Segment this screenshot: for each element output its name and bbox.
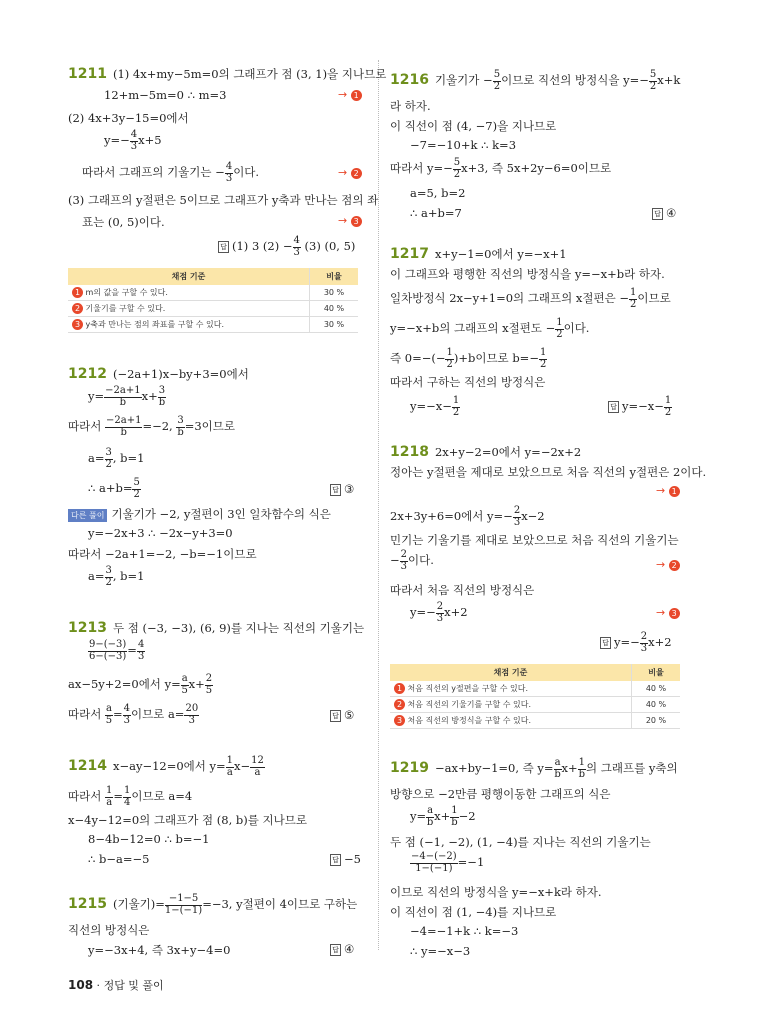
solution-line: y=−x+b의 그래프의 x절편도 − $\frac{1}{2}$ 이다.: [390, 317, 590, 340]
table-row: 1 m의 값을 구할 수 있다. 30 %: [68, 285, 358, 301]
score-marker-2: → 2: [656, 558, 680, 571]
problem-number: 1213: [68, 620, 107, 636]
solution-line: 민기는 기울기를 제대로 보았으므로 처음 직선의 기울기는: [390, 533, 679, 547]
answer-icon: 답: [330, 710, 341, 722]
grading-table-1211: 채점 기준 비율 1 m의 값을 구할 수 있다. 30 % 2 기울기를 구할 수 있다. 40 % 3 y축과 만나는 점의 좌표를 구할 수 있다. 30 %: [68, 268, 358, 333]
solution-line: 따라서 $\frac{a}{5}$ = $\frac{4}{3}$ 이므로 a= $\frac{20}{3}$: [68, 703, 199, 726]
answer: 답 (1) 3 (2) − $\frac{4}{3}$ (3) (0, 5): [218, 236, 355, 258]
solution-line: 이므로 직선의 방정식을 y=−x+k라 하자.: [390, 885, 602, 899]
score-marker-2: → 2: [338, 166, 362, 179]
solution-line: y=−2x+3 ∴ −2x−y+3=0: [88, 526, 233, 540]
solution-line: 이 직선이 점 (1, −4)를 지나므로: [390, 905, 557, 919]
solution-line: 2x+y−2=0에서 y=−2x+2: [434, 445, 582, 459]
answer-icon: 답: [218, 241, 229, 253]
solution-line: y=− $\frac{4}{3}$ x+5: [104, 129, 162, 152]
solution-line: ∴ a+b= $\frac{5}{2}$: [88, 477, 140, 500]
answer: 답 ③: [330, 482, 354, 496]
problem-number: 1211: [68, 66, 107, 82]
score-marker-1: → 1: [656, 484, 680, 497]
solution-line: y=− $\frac{2}{3}$ x+2: [410, 601, 468, 624]
solution-line: −4=−1+k ∴ k=−3: [410, 924, 519, 938]
solution-line: ∴ y=−x−3: [410, 944, 471, 958]
answer: 답 −5: [330, 852, 361, 866]
table-row: 2 기울기를 구할 수 있다. 40 %: [68, 301, 358, 317]
solution-line: y=−x− $\frac{1}{2}$: [410, 395, 460, 418]
answer: 답 ④: [330, 942, 354, 956]
solution-line: (−2a+1)x−by+3=0에서: [112, 367, 249, 381]
problem-number: 1214: [68, 758, 107, 774]
table-row: 3 처음 직선의 방정식을 구할 수 있다. 20 %: [390, 713, 680, 729]
answer: 답 ⑤: [330, 708, 354, 722]
table-row: 1 처음 직선의 y절편을 구할 수 있다. 40 %: [390, 681, 680, 697]
answer-icon: 답: [652, 208, 663, 220]
solution-line: 따라서 $\frac{-2a+1}{b}$ =−2, $\frac{3}{b}$ =3이므로: [68, 415, 235, 438]
solution-line: 방향으로 −2만큼 평행이동한 그래프의 식은: [390, 787, 611, 801]
solution-line: a= $\frac{3}{2}$ , b=1: [88, 447, 145, 470]
solution-line: x+y−1=0에서 y=−x+1: [434, 247, 567, 261]
solution-line: (2) 4x+3y−15=0에서: [68, 111, 189, 125]
solution-line: 2x+3y+6=0에서 y=− $\frac{2}{3}$ x−2: [390, 505, 545, 528]
solution-line: ax−5y+2=0에서 y= $\frac{a}{5}$ x+ $\frac{2}{5}$: [68, 673, 213, 696]
solution-line: −7=−10+k ∴ k=3: [410, 138, 517, 152]
problem-number: 1219: [390, 760, 429, 776]
solution-line: y=−3x+4, 즉 3x+y−4=0: [88, 943, 231, 957]
problem-number: 1218: [390, 444, 429, 460]
problem-number: 1216: [390, 72, 429, 88]
solution-line: 표는 (0, 5)이다.: [82, 215, 165, 229]
solution-line: − $\frac{2}{3}$ 이다.: [390, 549, 434, 572]
solution-line: a= $\frac{3}{2}$ , b=1: [88, 565, 145, 588]
solution-line: 따라서 처음 직선의 방정식은: [390, 583, 535, 597]
solution-line: 정아는 y절편을 제대로 보았으므로 처음 직선의 y절편은 2이다.: [390, 465, 707, 479]
solution-line: y= $\frac{-2a+1}{b}$ x+ $\frac{3}{b}$: [88, 385, 166, 408]
answer-icon: 답: [330, 484, 341, 496]
table-row: 2 처음 직선의 기울기를 구할 수 있다. 40 %: [390, 697, 680, 713]
solution-line: 따라서 그래프의 기울기는 − $\frac{4}{3}$ 이다.: [82, 161, 260, 184]
answer-icon: 답: [330, 944, 341, 956]
solution-line: (3) 그래프의 y절편은 5이므로 그래프가 y축과 만나는 점의 좌: [68, 193, 379, 207]
answer-icon: 답: [608, 401, 619, 413]
answer: 답 ④: [652, 206, 676, 220]
solution-line: 따라서 구하는 직선의 방정식은: [390, 375, 546, 389]
solution-line: y= $\frac{a}{b}$ x+ $\frac{1}{b}$ −2: [410, 805, 476, 828]
page-number: 108: [68, 978, 94, 992]
solution-line: a=5, b=2: [410, 186, 466, 200]
score-marker-3: → 3: [338, 214, 362, 227]
solution-line: 8−4b−12=0 ∴ b=−1: [88, 832, 210, 846]
solution-line: (1) 4x+my−5m=0의 그래프가 점 (3, 1)을 지나므로: [112, 67, 387, 81]
solution-line: 다른 풀이 기울기가 −2, y절편이 3인 일차함수의 식은: [68, 506, 331, 522]
score-marker-3: → 3: [656, 606, 680, 619]
solution-line: 이 그래프와 평행한 직선의 방정식을 y=−x+b라 하자.: [390, 267, 665, 281]
solution-line: 즉 0=−(− $\frac{1}{2}$ )+b이므로 b=− $\frac{1}{2}$: [390, 347, 547, 370]
table-row: 3 y축과 만나는 점의 좌표를 구할 수 있다. 30 %: [68, 317, 358, 333]
problem-number: 1215: [68, 896, 107, 912]
problem-number: 1212: [68, 366, 107, 382]
answer-icon: 답: [330, 854, 341, 866]
solution-line: ∴ b−a=−5: [88, 852, 150, 866]
page-footer: 108 · 정답 및 풀이: [68, 978, 164, 992]
section-title: 정답 및 풀이: [103, 979, 164, 992]
solution-line: 두 점 (−3, −3), (6, 9)를 지나는 직선의 기울기는: [112, 621, 365, 635]
solution-line: $\frac{-4-(-2)}{1-(-1)}$ =−1: [411, 851, 485, 874]
solution-line: 따라서 −2a+1=−2, −b=−1이므로: [68, 547, 257, 561]
answer: 답 y=− $\frac{2}{3}$ x+2: [600, 632, 672, 654]
solution-line: 두 점 (−1, −2), (1, −4)를 지나는 직선의 기울기는: [390, 835, 651, 849]
solution-line: 이 직선이 점 (4, −7)을 지나므로: [390, 119, 557, 133]
problem-number: 1217: [390, 246, 429, 262]
solution-line: ∴ a+b=7: [410, 206, 462, 220]
solution-line: 직선의 방정식은: [68, 923, 150, 937]
solution-line: 따라서 y=− $\frac{5}{2}$ x+3, 즉 5x+2y−6=0이므로: [390, 157, 612, 180]
solution-line: 라 하자.: [390, 99, 431, 113]
answer-icon: 답: [600, 637, 611, 649]
solution-line: 따라서 $\frac{1}{a}$ = $\frac{1}{4}$ 이므로 a=4: [68, 785, 193, 808]
score-marker-1: → 1: [338, 88, 362, 101]
solution-line: x−4y−12=0의 그래프가 점 (8, b)를 지나므로: [68, 813, 307, 827]
answer: 답 y=−x− $\frac{1}{2}$: [608, 396, 672, 418]
alt-solution-badge: 다른 풀이: [68, 509, 107, 522]
solution-line: $\frac{9-(-3)}{6-(-3)}$ = $\frac{4}{3}$: [89, 639, 145, 662]
solution-line: 12+m−5m=0 ∴ m=3: [104, 88, 227, 102]
solution-line: 일차방정식 2x−y+1=0의 그래프의 x절편은 − $\frac{1}{2}$ 이므로: [390, 287, 671, 310]
grading-table-1218: 채점 기준 비율 1 처음 직선의 y절편을 구할 수 있다. 40 % 2 처음 직선의 기울기를 구할 수 있다. 40 % 3 처음 직선의 방정식을 구할 수 있다. 20 %: [390, 664, 680, 729]
